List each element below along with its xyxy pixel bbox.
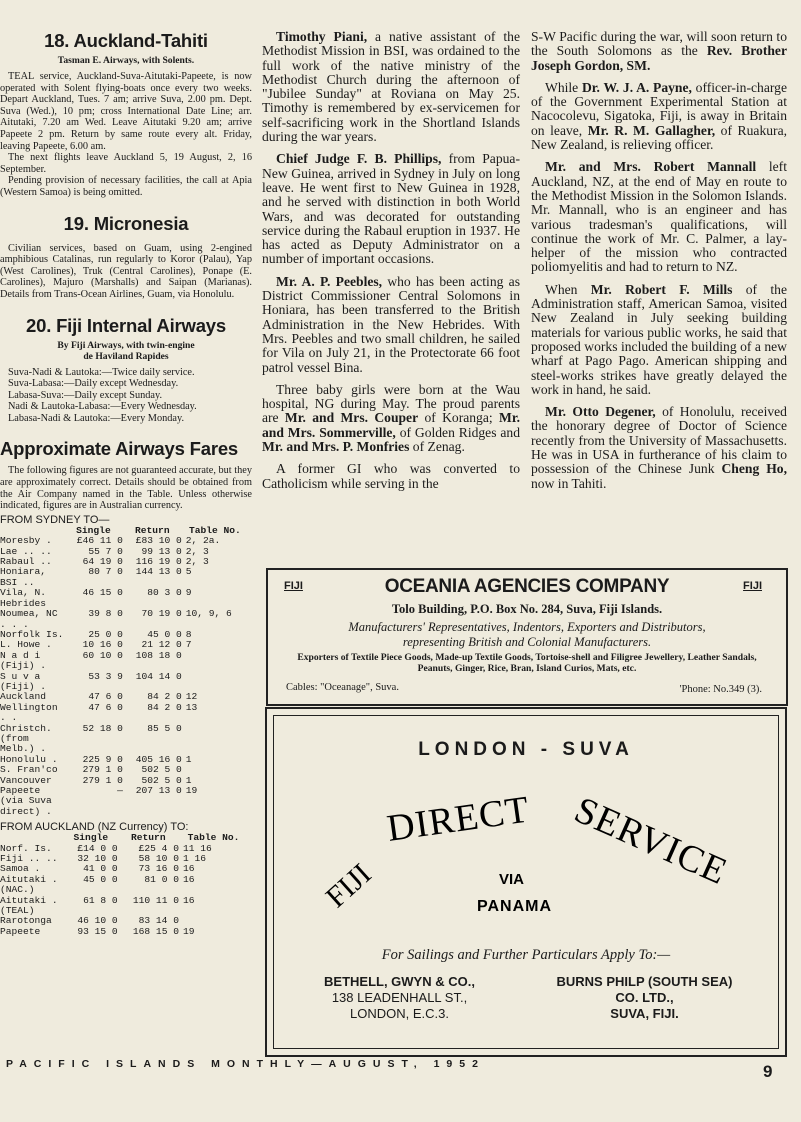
table-cell: 1 — [185, 753, 192, 765]
table-cell: Vancouver — [0, 774, 52, 786]
table-cell: 70 19 0 — [141, 608, 182, 620]
news-item-mills: When Mr. Robert F. Mills of the Administration staff, American Samoa, visited New Zealand in July seeking building materials for various public works, he said that proposed works included the building of a new wharf at Pago Pago. American shipping and steel-works strikes have greatly delayed the work in hand, he said. — [531, 281, 787, 397]
table-cell: Vila, N. Hebrides — [0, 587, 47, 609]
sydney-fares-table — [0, 526, 248, 817]
ad-tagline: representing British and Colonial Manufacturers. — [402, 635, 652, 649]
table-cell: 1 — [185, 774, 192, 786]
table-cell: 225 9 0 — [82, 753, 123, 765]
ad-company-name: OCEANIA AGENCIES COMPANY — [384, 576, 670, 597]
news-item-peebles: Mr. A. P. Peebles, who has been acting as District Commissioner Central Solomons in Honiara, has been transferred to the British Administration in the New Hebrides. With Mrs. Peebles and two small children, he sailed for Vila on July 21, in the Protectorate 66 foot patrol vessel Bina. — [262, 273, 520, 375]
table-cell: 168 15 0 — [132, 925, 179, 937]
column-middle — [262, 30, 520, 491]
table-cell: 25 0 0 — [88, 628, 123, 640]
table-cell: 144 13 0 — [135, 566, 182, 578]
table-cell: Christch. (from Melb.) . — [0, 722, 52, 755]
column-left — [0, 30, 252, 937]
table-cell: Noumea, NC . . . — [0, 608, 58, 630]
auckland-fares-table — [0, 833, 248, 937]
table-cell: 83 14 0 — [138, 915, 179, 927]
table-cell: 93 15 0 — [77, 925, 118, 937]
word-service: SERVICE — [568, 788, 734, 894]
ad-tagline: Manufacturers' Representatives, Indentors, Exporters and Distributors, — [348, 620, 706, 634]
table-cell: Rabaul .. — [0, 556, 52, 568]
section-20-subtitle: de Haviland Rapides — [83, 350, 169, 362]
table-cell: 7 — [185, 639, 192, 651]
ad-phone: 'Phone: No.349 (3). — [679, 684, 762, 695]
table-cell: 85 5 0 — [147, 722, 182, 734]
section-20-text: Nadi & Lautoka-Labasa:—Every Wednesday. — [8, 401, 197, 413]
table-cell: 46 15 0 — [82, 587, 123, 599]
table-cell: S u v a (Fiji) . — [0, 670, 47, 692]
fares-title: Approximate Airways Fares — [0, 438, 238, 460]
news-item-gordon: S-W Pacific during the war, will soon return to the South Solomons as the Rev. Brother Joseph Gordon, SM. — [531, 29, 787, 73]
table-cell: Papeete (via Suva direct) . — [0, 785, 52, 817]
table-cell: Moresby . — [0, 535, 52, 547]
table-cell: 2, 3 — [185, 545, 209, 557]
table-row — [0, 703, 248, 724]
table-cell: 13 — [185, 701, 198, 713]
table-cell: £25 4 0 — [138, 842, 179, 854]
table-row — [0, 567, 248, 588]
fares-intro: The following figures are not guaranteed accurate, but they are approximately correct. Details should be obtained from the Air Company named in the Table. Unless otherwise indicated, figures are in Australian currency. — [0, 465, 252, 512]
table-cell — [182, 724, 248, 755]
table-cell: 16 — [182, 873, 195, 885]
table-cell: 10, 9, 6 — [185, 608, 232, 620]
table-cell: 2, 3 — [185, 556, 209, 568]
table-cell: 19 — [182, 925, 195, 937]
table-cell: £83 10 0 — [135, 535, 182, 547]
table-cell: 45 0 0 — [83, 873, 118, 885]
news-item-gi: A former GI who was converted to Catholicism while serving in the — [262, 461, 520, 491]
table-cell: 19 — [185, 785, 198, 796]
section-19-text: Civilian services, based on Guam, using 2-engined amphibious Catalinas, run regularly to Koror (Palau), Yap (West Carolines), Truk (Central Carolines), Ponape (E. Carolines), Majuro (Marshalls) and Saipan (Marianas). Details from Trans-Ocean Airlines, Guam, via Honolulu. — [0, 242, 252, 300]
page-number: 9 — [763, 1062, 773, 1081]
ad-apply: For Sailings and Further Particulars Apply To:— — [381, 947, 671, 963]
auck-column-header: Table No. — [187, 832, 240, 844]
agent-suva: BURNS PHILP (SOUTH SEA) CO. LTD., SUVA, FIJI. — [556, 974, 733, 1021]
fiji-direct-service-ad — [265, 707, 787, 1057]
table-cell: 61 8 0 — [83, 894, 118, 906]
table-row — [0, 724, 248, 755]
news-item-payne: While Dr. W. J. A. Payne, officer-in-charge of the Government Experimental Station at Nacocolevu, Sigatoka, Fiji, is away in Britain on leave, Mr. R. M. Gallagher, of Ruakura, New Zealand, is relieving officer. — [531, 79, 787, 153]
table-cell: 11 16 — [182, 842, 212, 854]
table-cell: 46 10 0 — [77, 915, 118, 927]
section-18-text: Pending provision of necessary facilities, the call at Apia (Western Samoa) is being omitted. — [0, 175, 252, 198]
table-cell: 104 14 0 — [135, 670, 182, 682]
table-cell: 55 7 0 — [88, 545, 123, 557]
news-item-mannall: Mr. and Mrs. Robert Mannall left Auckland, NZ, at the end of May en route to the Methodist Mission in the Solomon Islands. Mr. Mannall, who is an engineer and has various tradesman's qualifications, will continue the work of Mr. C. Palmer, a lay-helper of the mission who contracted poliomyelitis and had to return to NZ. — [531, 159, 787, 275]
table-cell: Honolulu . — [0, 753, 58, 765]
table-cell: — — [117, 785, 123, 796]
table-cell: 32 10 0 — [77, 853, 118, 865]
section-18-text: The next flights leave Auckland 5, 19 August, 2, 16 September. — [0, 152, 252, 175]
table-row — [0, 672, 248, 693]
table-cell: 502 5 0 — [141, 764, 182, 776]
table-cell: 64 19 0 — [82, 556, 123, 568]
table-cell: £46 11 0 — [76, 535, 123, 547]
sydney-fares-heading: FROM SYDNEY TO— — [0, 513, 110, 526]
section-18-subtitle: Tasman E. Airways, with Solents. — [57, 55, 195, 66]
table-cell: 80 3 0 — [147, 587, 182, 599]
table-row — [0, 875, 248, 896]
table-cell: £14 0 0 — [77, 842, 118, 854]
table-cell: 53 3 9 — [88, 670, 123, 682]
table-cell: Aitutaki . (TEAL) — [0, 894, 58, 917]
ad-address: Tolo Building, P.O. Box No. 284, Suva, Fiji Islands. — [391, 602, 663, 616]
table-cell: 81 0 0 — [144, 873, 179, 885]
word-via: VIA — [499, 871, 525, 888]
table-cell: Wellington . . — [0, 701, 58, 724]
table-cell: Aitutaki . (NAC.) — [0, 873, 58, 896]
table-cell: 99 13 0 — [141, 545, 182, 557]
table-cell: 2, 2a. — [185, 535, 221, 547]
table-cell: Honiara, BSI .. — [0, 566, 47, 588]
table-cell: 84 2 0 — [147, 691, 182, 703]
table-cell — [182, 672, 248, 693]
table-cell: 16 — [182, 863, 195, 875]
table-cell: 1 16 — [182, 853, 206, 865]
section-20-text: Labasa-Suva:—Daily except Sunday. — [8, 389, 163, 401]
table-cell: 39 8 0 — [88, 608, 123, 620]
section-18-title: 18. Auckland-Tahiti — [44, 30, 208, 51]
table-row — [0, 786, 248, 817]
section-19-title: 19. Micronesia — [63, 212, 189, 234]
table-cell: Papeete — [0, 925, 41, 937]
section-20-text: Suva-Nadi & Lautoka:—Twice daily service. — [8, 366, 195, 378]
ad-tag-right: FIJI — [743, 580, 762, 592]
table-cell: Samoa . — [0, 863, 41, 875]
ad-cables: Cables: "Oceanage", Suva. — [286, 682, 399, 693]
section-20-text: Suva-Labasa:—Daily except Wednesday. — [8, 378, 179, 390]
table-cell: 16 — [182, 894, 195, 906]
table-cell: 502 5 0 — [141, 774, 182, 786]
table-cell: 41 0 0 — [83, 863, 118, 875]
ad-tag-left: FIJI — [284, 580, 303, 592]
table-cell: 5 — [185, 566, 192, 578]
table-cell: 405 16 0 — [135, 753, 182, 765]
sydney-column-header: Single — [76, 524, 111, 536]
table-cell: 108 18 0 — [135, 649, 182, 661]
table-cell: Lae .. .. — [0, 545, 52, 557]
table-row — [0, 896, 248, 917]
section-20-title: 20. Fiji Internal Airways — [26, 314, 226, 336]
table-row — [0, 609, 248, 630]
table-row — [0, 651, 248, 672]
table-cell: 110 11 0 — [132, 894, 179, 906]
ad-route: LONDON - SUVA — [418, 739, 634, 760]
table-cell: 47 6 0 — [88, 701, 123, 713]
table-cell: 45 0 0 — [147, 628, 182, 640]
table-cell: 73 16 0 — [138, 863, 179, 875]
news-item-phillips: Chief Judge F. B. Phillips, from Papua-New Guinea, arrived in Sydney in July on long leave. He went first to New Guinea in 1928, and he served with distinction in both World Wars, and was decorated for outstanding service during the Rabaul eruption in 1937. He has acted as Deputy Administrator on a number of important occasions. — [262, 151, 520, 267]
section-18-text: TEAL service, Auckland-Suva-Aitutaki-Papeete, is now operated with Solent flying-boats once every two weeks. Depart Auckland, Tues. 7 am; arrive Suva, 2.00 pm. Dept. Suva (Wed.), 10 pm; cross International Date Line; arr. Aitutaki, 7.20 am Wed. Leave Aitutaki 9.20 am; arrive Papeete 2 pm. Return by same route every alt. Friday, leaving Papeete, 6.00 am. — [0, 71, 252, 152]
agent-london: BETHELL, GWYN & CO., 138 LEADENHALL ST., LONDON, E.C.3. — [324, 974, 475, 1021]
news-item-degener: Mr. Otto Degener, of Honolulu, received the honorary degree of Doctor of Science recently from the University of Massachusetts. He was in USA in furtherance of his claim to possession of the Chinese Junk Cheng Ho, now in Tahiti. — [531, 404, 788, 491]
sydney-column-header: Table No. — [188, 524, 241, 536]
column-right — [531, 30, 787, 499]
word-panama: PANAMA — [477, 898, 553, 915]
table-cell: 58 10 0 — [138, 853, 179, 865]
table-cell: 279 1 0 — [82, 764, 123, 776]
oceania-agencies-ad — [266, 568, 788, 706]
news-item-births: Three baby girls were born at the Wau hospital, NG during May. The proud parents are Mr. and Mrs. Couper of Koranga; Mr. and Mrs. Sommerville, of Golden Ridges and Mr. and Mrs. P. Monfries of Zenag. — [262, 381, 520, 455]
news-item-piani: Timothy Piani, a native assistant of the Methodist Mission in BSI, was ordained to the full work of the native ministry of the Methodist Church during the afternoon of "Jubilee Sunday" at Roviana on May 25. Timothy is remembered by ex-servicemen for self-sacrificing work in the Shortland Islands during the war years. — [262, 29, 520, 145]
sydney-column-header: Return — [135, 524, 170, 536]
table-cell: 21 12 0 — [141, 639, 182, 651]
table-cell: N a d i (Fiji) . — [0, 649, 47, 672]
table-cell: S. Fran'co — [0, 764, 58, 776]
table-cell: Auckland — [0, 691, 47, 703]
auck-column-header: Single — [73, 832, 109, 844]
table-cell: 8 — [185, 628, 192, 640]
table-row — [0, 588, 248, 609]
table-cell: Fiji .. .. — [0, 853, 58, 865]
table-cell: Norf. Is. — [0, 842, 52, 854]
table-cell: 10 16 0 — [82, 639, 123, 651]
table-cell: 60 10 0 — [82, 649, 123, 661]
auckland-fares-heading: FROM AUCKLAND (NZ Currency) TO: — [0, 821, 189, 834]
table-cell: 207 13 0 — [135, 785, 182, 796]
table-cell: 12 — [185, 691, 198, 703]
word-direct: DIRECT — [384, 788, 533, 850]
table-cell: 84 2 0 — [147, 701, 182, 713]
table-cell: 9 — [185, 587, 192, 599]
table-cell: Rarotonga — [0, 915, 52, 927]
table-cell — [182, 651, 248, 672]
table-cell: L. Howe . — [0, 639, 52, 651]
table-cell: 116 19 0 — [135, 556, 182, 568]
word-fiji: FIJI — [319, 857, 378, 915]
table-row — [0, 927, 248, 937]
table-cell: 52 18 0 — [82, 722, 123, 734]
section-20-subtitle: By Fiji Airways, with twin-engine — [57, 339, 195, 351]
auck-column-header: Return — [131, 832, 166, 844]
table-cell: 80 7 0 — [88, 566, 123, 578]
ad-exports: Exporters of Textile Piece Goods, Made-up Textile Goods, Tortoise-shell and Filigree Jewellery, Leather Sandals, Peanuts, Ginger, Rice, Bran, Island Curios, Mats, etc. — [297, 652, 757, 674]
table-cell: 279 1 0 — [82, 774, 123, 786]
table-cell: 47 6 0 — [88, 691, 123, 703]
running-footer: PACIFIC ISLANDS MONTHLY—AUGUST, 1952 — [6, 1058, 485, 1070]
section-20-text: Labasa-Nadi & Lautoka:—Every Monday. — [8, 412, 185, 424]
table-cell: Norfolk Is. — [0, 628, 64, 640]
